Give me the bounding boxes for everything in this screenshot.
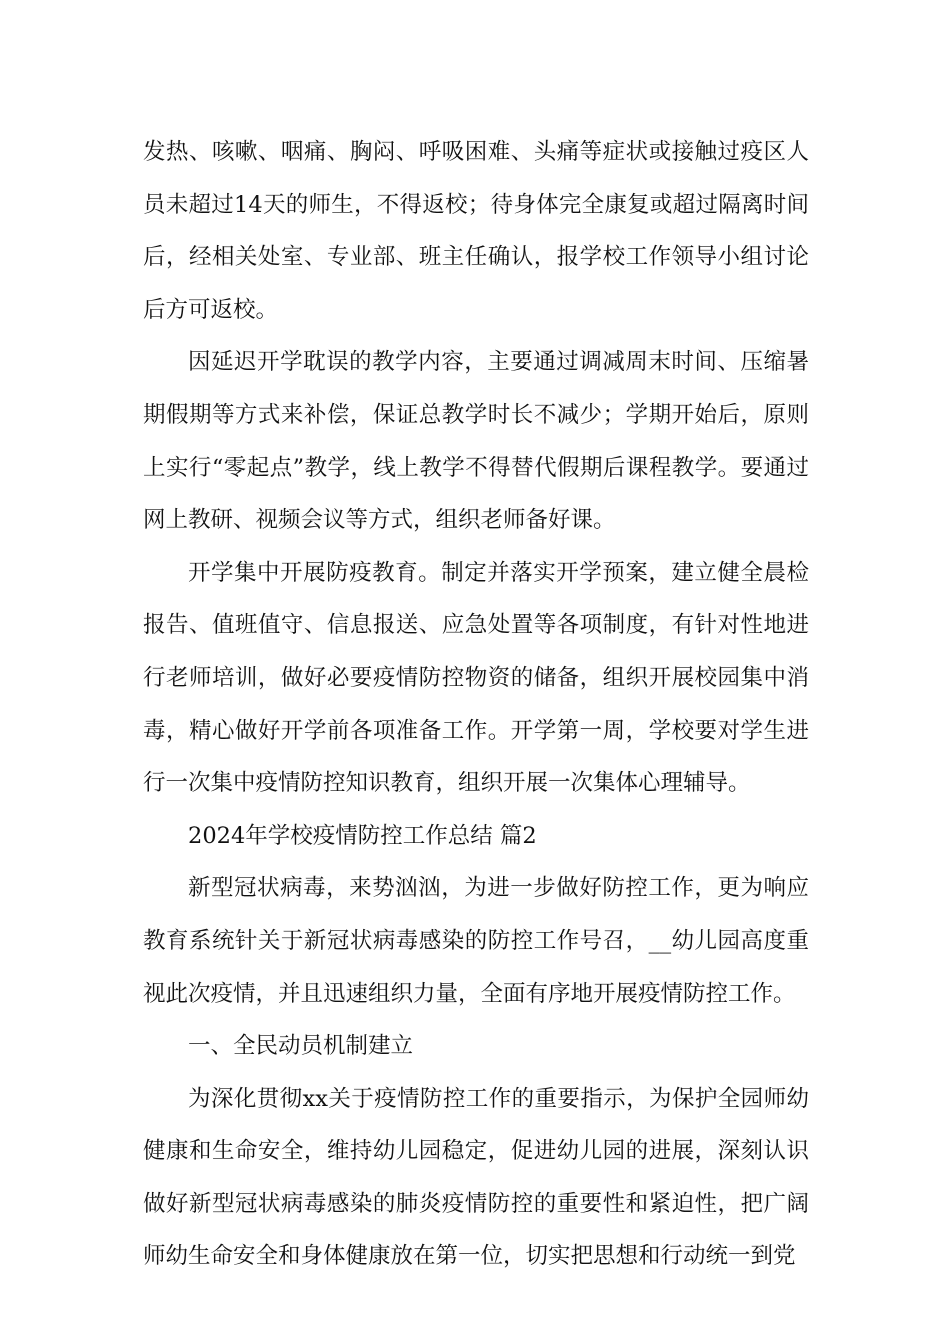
paragraph-continuation: 发热、咳嗽、咽痛、胸闷、呼吸困难、头痛等症状或接触过疫区人员未超过14天的师生，不得返校；待身体完全康复或超过隔离时间后，经相关处室、专业部、班主任确认，报学校工作领导小组讨论后方可返校。 <box>143 139 809 323</box>
paragraph-epidemic-education: 开学集中开展防疫教育。制定并落实开学预案，建立健全晨检报告、值班值守、信息报送、应急处置等各项制度，有针对性地进行老师培训，做好必要疫情防控物资的储备，组织开展校园集中消毒，精心做好开学前各项准备工作。开学第一周，学校要对学生进行一次集中疫情防控知识教育，组织开展一次集体心理辅导。 <box>143 559 809 797</box>
heading-mobilization-mechanism: 一、全民动员机制建立 <box>188 1033 414 1060</box>
document-body <box>143 126 809 1283</box>
paragraph-mobilization-detail: 为深化贯彻xx关于疫情防控工作的重要指示，为保护全园师幼健康和生命安全，维持幼儿园稳定，促进幼儿园的进展，深刻认识做好新型冠状病毒感染的肺炎疫情防控的重要性和紧迫性，把广阔师幼生命安全和身体健康放在第一位，切实把思想和行动统一到党 <box>143 1085 809 1270</box>
paragraph-teaching-compensation: 因延迟开学耽误的教学内容，主要通过调减周末时间、压缩暑期假期等方式来补偿，保证总教学时长不减少；学期开始后，原则上实行“零起点”教学，线上教学不得替代假期后课程教学。要通过网上教研、视频会议等方式，组织老师备好课。 <box>143 349 809 534</box>
paragraph-kindergarten-intro: 新型冠状病毒，来势汹汹，为进一步做好防控工作，更为响应教育系统针关于新冠状病毒感染的防控工作号召，__幼儿园高度重视此次疫情，并且迅速组织力量，全面有序地开展疫情防控工作。 <box>143 875 809 1007</box>
section-title-part-2: 2024年学校疫情防控工作总结 篇2 <box>188 822 537 849</box>
